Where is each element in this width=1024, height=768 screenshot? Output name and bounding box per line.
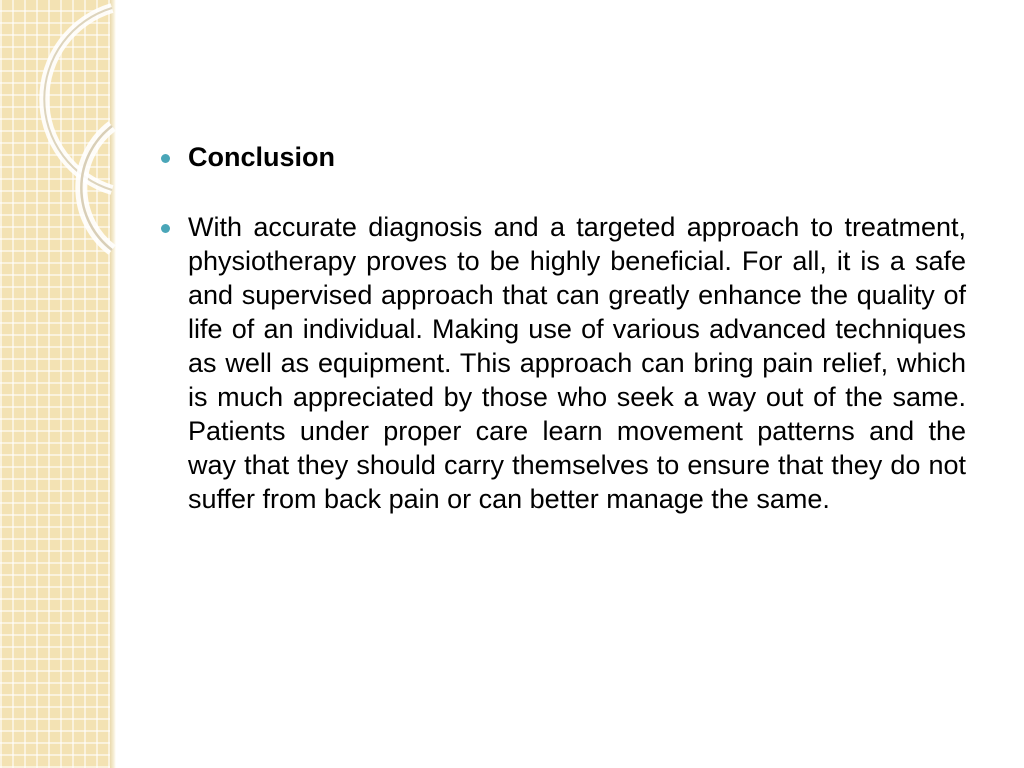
upper-ring-arc: [44, 8, 112, 190]
heading-text: Conclusion: [188, 142, 335, 172]
bullet-item-heading: [158, 140, 966, 174]
bullet-list: [158, 140, 966, 516]
bullet-item-body: [158, 210, 966, 516]
upper-ring-arc-outline: [44, 8, 112, 190]
bullet-icon: [161, 224, 170, 233]
decorative-rings: [0, 0, 140, 260]
body-paragraph: With accurate diagnosis and a targeted approach to treatment, physiotherapy proves to be highly beneficial. For all, it is a safe and supervised approach that can greatly enhance the quality of life of an individual. Making use of various advanced techniques as well as equipment. This approach can bring pain relief, which is much appreciated by those who seek a way out of the same. Patients under proper care learn movement patterns and the way that they should carry themselves to ensure that they do not suffer from back pain or can better manage the same.: [188, 212, 966, 514]
bullet-icon: [161, 154, 170, 163]
